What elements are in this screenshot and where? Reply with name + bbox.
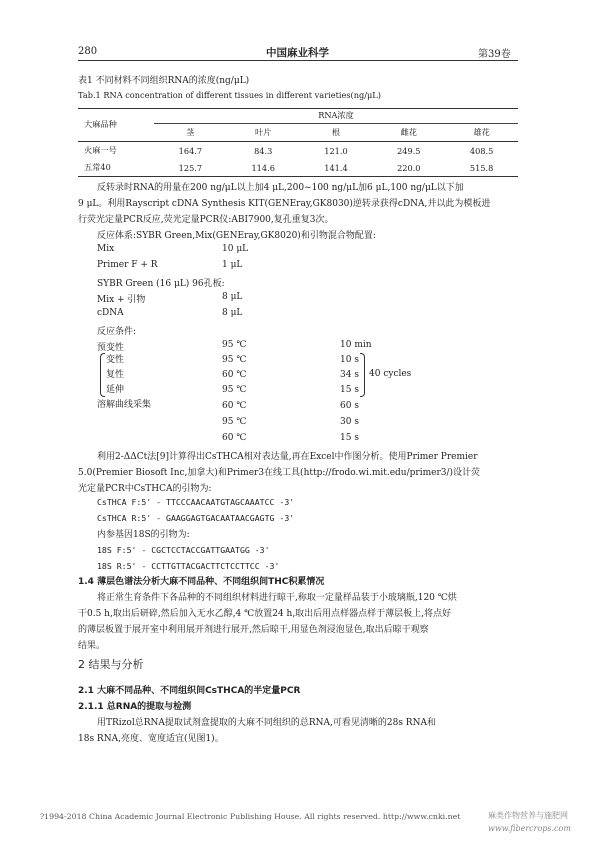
para-line: 光定量PCR中CsTHCA的引物为: [78, 484, 212, 494]
rna-table [78, 108, 518, 177]
para-line: 18s RNA,亮度、宽度适宜(见图1)。 [78, 734, 224, 744]
page-number: 280 [78, 46, 98, 57]
table-title-en: Tab.1 RNA concentration of different tissues in different varieties(ng/μL) [78, 90, 381, 100]
mix-value: 8 μL [222, 308, 243, 318]
copyright-footer: ?1994-2018 China Academic Journal Electronic Publishing House. All rights reserved. http://www.cnki.net [40, 812, 461, 821]
cond-temp: 95 ℃ [222, 340, 247, 350]
mix-label: Mix [97, 244, 115, 254]
para-line: 干0.5 h,取出后研碎,然后加入无水乙醇,4 ℃放置24 h,取出后用点样器点样于薄层板上,将点好 [78, 609, 452, 619]
row-name: 火麻一号 [84, 145, 117, 155]
cond-step: 变性 [106, 355, 125, 365]
cond-time: 15 s [340, 385, 359, 395]
col-variety: 大麻品种 [84, 119, 117, 129]
cell: 125.7 [178, 162, 203, 173]
para-line: 9 μL。利用Rayscript cDNA Synthesis KIT(GENEray,GK8030)逆转录获得cDNA,并以此为模板进 [78, 199, 491, 209]
cell: 515.8 [469, 162, 494, 173]
cycles-label: 40 cycles [369, 369, 412, 379]
para-line: 用TRizol总RNA提取试剂盒提取的大麻不同组织的总RNA,可看见清晰的28s RNA和 [97, 718, 436, 728]
section-2: 2 结果与分析 [78, 658, 144, 671]
volume: 第39卷 [478, 49, 511, 60]
cycle-brace [360, 353, 365, 397]
row-name: 五常40 [84, 162, 111, 172]
cond-time: 10 min [340, 340, 372, 350]
para-line: 利用2-ΔΔCt法[9]计算得出CsTHCA相对表达量,再在Excel中作图分析。使用Primer Premier [97, 452, 478, 462]
col-head: 根 [331, 127, 341, 137]
col-head: 叶片 [255, 127, 272, 137]
cell: 220.0 [397, 162, 421, 173]
cond-temp: 95 ℃ [222, 355, 247, 365]
mix-label: cDNA [97, 308, 124, 318]
cond-temp: 60 ℃ [222, 401, 247, 411]
col-head: 雄花 [473, 127, 490, 137]
table-row [78, 142, 518, 160]
cond-temp: 60 ℃ [222, 433, 247, 443]
cell: 408.5 [469, 145, 494, 156]
table-row [78, 159, 518, 177]
cond-temp: 95 ℃ [222, 385, 247, 395]
mix-label: Mix + 引物 [97, 295, 146, 305]
para-line: 将正常生育条件下各品种的不同组织材料进行晾干,称取一定量样品装于小玻璃瓶,120 ℃烘 [97, 593, 457, 603]
cond-step: 延伸 [106, 385, 125, 395]
table-title-cn: 表1 不同材料不同组织RNA的浓度(ng/μL) [78, 76, 250, 86]
mix-label: SYBR Green (16 μL) 96孔板: [97, 279, 225, 289]
journal-title: 中国麻业科学 [266, 47, 329, 59]
para-line: 的薄层板置于展开室中利用展开剂进行展开,然后晾干,用显色剂浸泡显色,取出后晾干观察 [78, 625, 429, 635]
cond-title: 反应条件: [97, 327, 137, 337]
mix-value: 10 μL [222, 244, 249, 254]
cond-step: 溶解曲线采集 [97, 400, 152, 410]
cell: 114.6 [251, 162, 275, 173]
col-head: 雌花 [400, 127, 417, 137]
mix-label: Primer F + R [97, 260, 158, 270]
mix-value: 1 μL [222, 260, 243, 270]
watermark-text: 麻类作物营养与施肥网 [488, 811, 568, 820]
primer-seq: CsTHCA R:5' - GAAGGAGTGACAATAACGAGTG -3' [97, 513, 295, 523]
step-brace [100, 353, 105, 397]
cell: 121.0 [324, 145, 348, 156]
para-line: 反应体系:SYBR Green,Mix(GENEray,GK8020)和引物混合物配置: [97, 231, 376, 241]
para-line: 反转录时RNA的用量在200 ng/μL以上加4 μL,200~100 ng/μL加6 μL,100 ng/μL以下加 [97, 183, 464, 193]
cell: 141.4 [324, 162, 348, 173]
header-rule [78, 60, 518, 61]
cond-time: 34 s [340, 370, 359, 380]
section-2-1-1: 2.1.1 总RNA的提取与检测 [78, 702, 192, 712]
cell: 249.5 [397, 145, 421, 156]
cond-temp: 60 ℃ [222, 370, 247, 380]
cell: 84.3 [254, 145, 273, 156]
para-line: 5.0(Premier Biosoft Inc,加拿大)和Primer3在线工具(http://frodo.wi.mit.edu/primer3/)设计荧 [78, 468, 481, 478]
cond-time: 30 s [340, 417, 359, 427]
primer-seq: 18S F:5' - CGCTCCTACCGATTGAATGG -3' [97, 545, 270, 555]
cond-time: 10 s [340, 355, 359, 365]
section-2-1: 2.1 大麻不同品种、不同组织间CsTHCA的半定量PCR [78, 686, 301, 696]
col-head: 茎 [186, 127, 195, 137]
para-line: 行荧光定量PCR反应,荧光定量PCR仪:ABI7900,复孔重复3次。 [78, 215, 334, 225]
col-group: RNA浓度 [154, 108, 518, 124]
cond-step: 复性 [106, 370, 125, 380]
primer-seq: 18S R:5' - CCTTGTTACGACTTCTCCTTCC -3' [97, 561, 280, 571]
section-1-4: 1.4 薄层色谱法分析大麻不同品种、不同组织间THC积累情况 [78, 577, 325, 587]
watermark-url: www.fibercrops.com [488, 824, 571, 833]
cond-time: 60 s [340, 401, 359, 411]
mix-value: 8 μL [222, 292, 243, 302]
cond-step: 预变性 [97, 343, 125, 353]
primer-seq: CsTHCA F:5' - TTCCCAACAATGTAGCAAATCC -3' [97, 497, 295, 507]
para-line: 内参基因18S的引物为: [97, 530, 190, 540]
cond-temp: 95 ℃ [222, 417, 247, 427]
para-line: 结果。 [78, 641, 106, 651]
cell: 164.7 [178, 145, 203, 156]
cond-time: 15 s [340, 433, 359, 443]
